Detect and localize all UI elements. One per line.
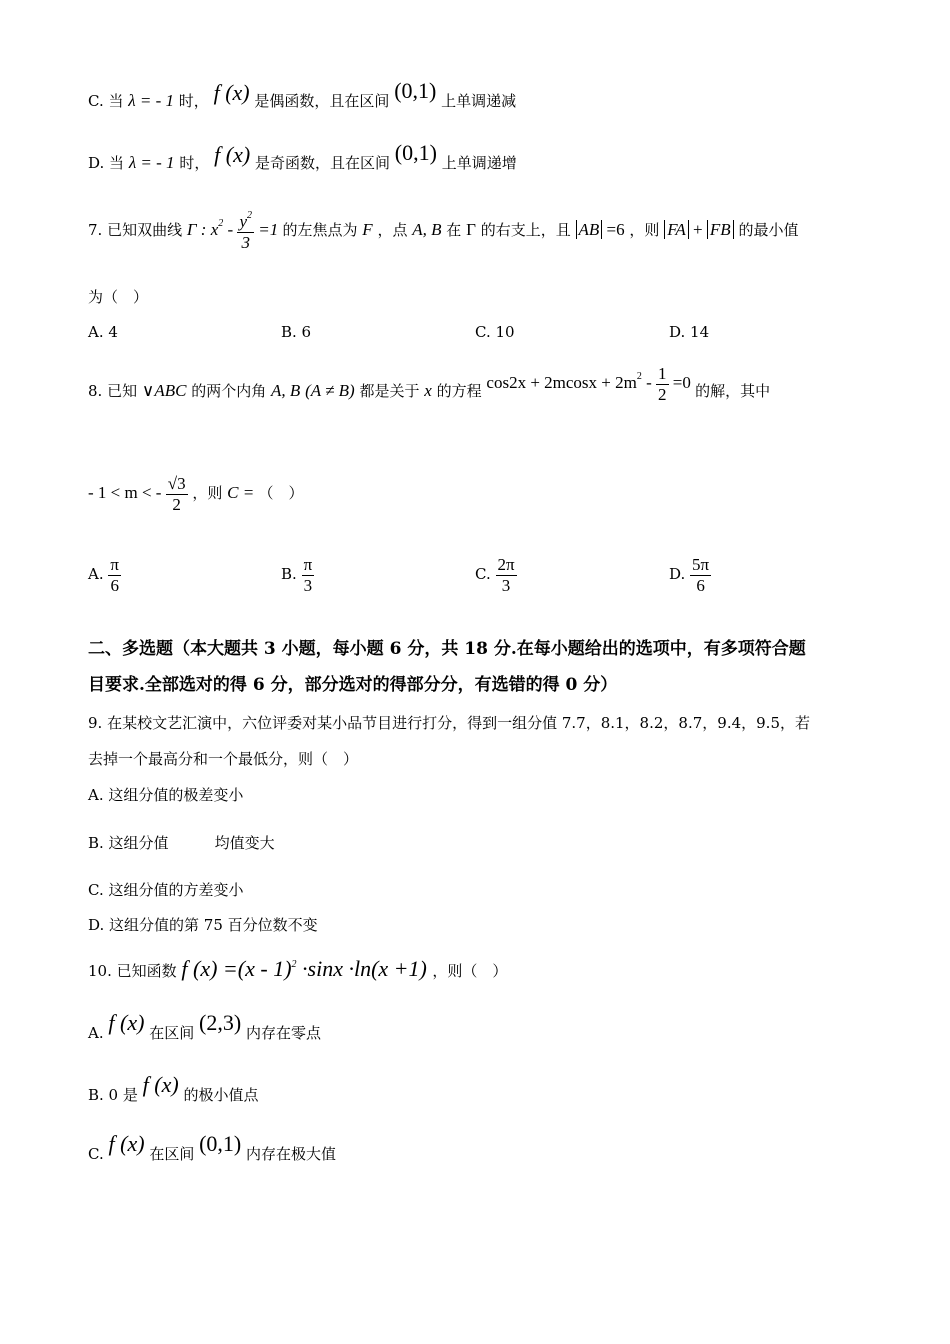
text: 上单调递增: [441, 154, 517, 172]
q8-option-d: [669, 555, 711, 595]
text: 在: [446, 220, 462, 239]
text: ，则（ ）: [432, 962, 508, 980]
option-label: B. 0 是: [88, 1086, 138, 1104]
question-number: 10. 已知函数: [88, 962, 177, 980]
text: 时，: [178, 92, 209, 110]
text: 的两个内角: [191, 381, 267, 400]
question-8: [88, 364, 771, 412]
text: 的解，其中: [695, 381, 771, 400]
math-fx: f (x): [214, 142, 251, 167]
text: （ ）: [258, 484, 304, 503]
q7-option-c: C. 10: [475, 323, 515, 341]
math-eq: =6: [602, 219, 625, 239]
math-lambda: λ = - 1: [128, 153, 175, 172]
math-lambda: λ = - 1: [128, 91, 175, 110]
math-plus: +: [688, 219, 707, 239]
q8-condition-line: [88, 474, 303, 514]
math-fraction: $\frac{2\pi}{3}$: [497, 555, 515, 595]
text: ，点: [377, 220, 408, 239]
math-interval: (0,1): [394, 140, 437, 165]
math-fx: f (x): [108, 1010, 145, 1035]
text: ，则: [192, 484, 223, 503]
q10-option-c: [88, 1131, 337, 1163]
math-interval: (0,1): [394, 78, 437, 103]
text: 的左焦点为: [282, 220, 358, 239]
math-abs-fb: FB: [707, 220, 734, 239]
option-label: D. 当: [88, 154, 125, 172]
text: 的方程: [436, 381, 482, 400]
q9-option-b: [88, 836, 275, 851]
section-heading-1: 二、多选题（本大题共 3 小题，每小题 6 分，共 18 分.在每小题给出的选项中，有多项符合题: [88, 639, 806, 659]
q8-options: [0, 555, 950, 605]
q8-option-b: [281, 555, 314, 595]
math-fraction: $\frac{y^2}{3}$: [239, 210, 252, 252]
text: 在区间: [149, 1145, 195, 1163]
text: 都是关于: [359, 381, 420, 400]
math-x: x: [424, 380, 432, 400]
math-fx: f (x): [213, 80, 250, 105]
math-fraction: $\frac{\pi}{6}$: [110, 555, 119, 595]
text: 是偶函数，且在区间: [254, 92, 390, 110]
math-triangle: ∨ABC: [141, 380, 187, 400]
math-fraction: $\frac{√3}{2}$: [167, 474, 186, 514]
option-label: C.: [475, 565, 491, 584]
math-fx: f (x): [108, 1131, 145, 1156]
math-C: C =: [227, 483, 259, 503]
q6-option-d: [88, 140, 517, 172]
text: 内存在零点: [245, 1024, 321, 1042]
q7-option-b: B. 6: [281, 323, 312, 341]
q9-option-d: D. 这组分值的第 75 百分位数不变: [88, 916, 318, 934]
section-heading-2: 目要求.全部选对的得 6 分，部分选对的得部分分，有选错的得 0 分）: [88, 675, 618, 695]
question-9-line2: 去掉一个最高分和一个最低分，则（ ）: [88, 750, 359, 768]
q8-option-c: [475, 555, 517, 595]
math-fraction: $\frac{1}{2}$: [658, 364, 667, 404]
text: ，则: [629, 220, 660, 239]
q6-option-c: [88, 78, 517, 110]
question-number: 7. 已知双曲线: [88, 220, 183, 239]
math-hyperbola: Γ : $x^2$ - $\frac{y^2}{3}$ =1: [186, 210, 279, 252]
math-condition: (A ≠ B): [305, 380, 355, 400]
q10-option-a: [88, 1010, 321, 1042]
math-abs-ab: AB: [576, 220, 603, 239]
text: 是奇函数，且在区间: [254, 154, 390, 172]
text: 内存在极大值: [246, 1145, 337, 1163]
math-inequality: - 1 < m < -: [88, 483, 166, 503]
math-equation: $\cos 2x + 2mcosx + 2m^2$ - $\frac{1}{2}$ =0: [486, 364, 691, 404]
q10-option-b: [88, 1072, 259, 1104]
q7-option-d: D. 14: [669, 323, 710, 341]
option-label: A.: [88, 1024, 104, 1042]
option-label: C. 当: [88, 92, 124, 110]
text: 的右支上，且: [480, 220, 571, 239]
text: 在区间: [149, 1024, 195, 1042]
text: 时，: [179, 154, 210, 172]
question-7: [88, 210, 798, 252]
question-10: [88, 958, 507, 980]
option-label: B.: [281, 565, 297, 584]
question-number: 8. 已知: [88, 381, 138, 400]
q7-option-a: A. 4: [88, 323, 118, 341]
q9-option-a: A. 这组分值的极差变小: [88, 786, 244, 804]
math-abs-fa: FA: [664, 220, 689, 239]
math-fraction: $\frac{5\pi}{6}$: [692, 555, 710, 595]
q7-tail: 为（ ）: [88, 288, 149, 306]
math-fraction: $\frac{\pi}{3}$: [303, 555, 313, 595]
text: 均值变大: [214, 834, 275, 852]
math-interval: (2,3): [199, 1010, 242, 1035]
text: 的最小值: [738, 220, 799, 239]
math-AB: A, B: [271, 380, 301, 400]
math-function: f (x) =(x - 1)$^2$ ·sinx ·ln(x +1): [181, 956, 427, 981]
text: B. 这组分值: [88, 834, 169, 852]
math-fx: f (x): [142, 1072, 179, 1097]
math-interval: (0,1): [199, 1131, 242, 1156]
q9-option-c: C. 这组分值的方差变小: [88, 881, 244, 899]
option-label: C.: [88, 1145, 104, 1163]
option-label: D.: [669, 565, 686, 584]
question-9-line1: 9. 在某校文艺汇演中，六位评委对某小品节目进行打分，得到一组分值 7.7，8.1，8.2，8.7，9.4，9.5，若: [88, 714, 810, 732]
text: 的极小值点: [183, 1086, 259, 1104]
option-label: A.: [88, 565, 104, 584]
text: 上单调递减: [441, 92, 517, 110]
q8-option-a: [88, 555, 121, 595]
math-AB: A, B: [412, 219, 442, 239]
math-gamma: Γ: [466, 219, 476, 239]
math-F: F: [362, 219, 373, 239]
